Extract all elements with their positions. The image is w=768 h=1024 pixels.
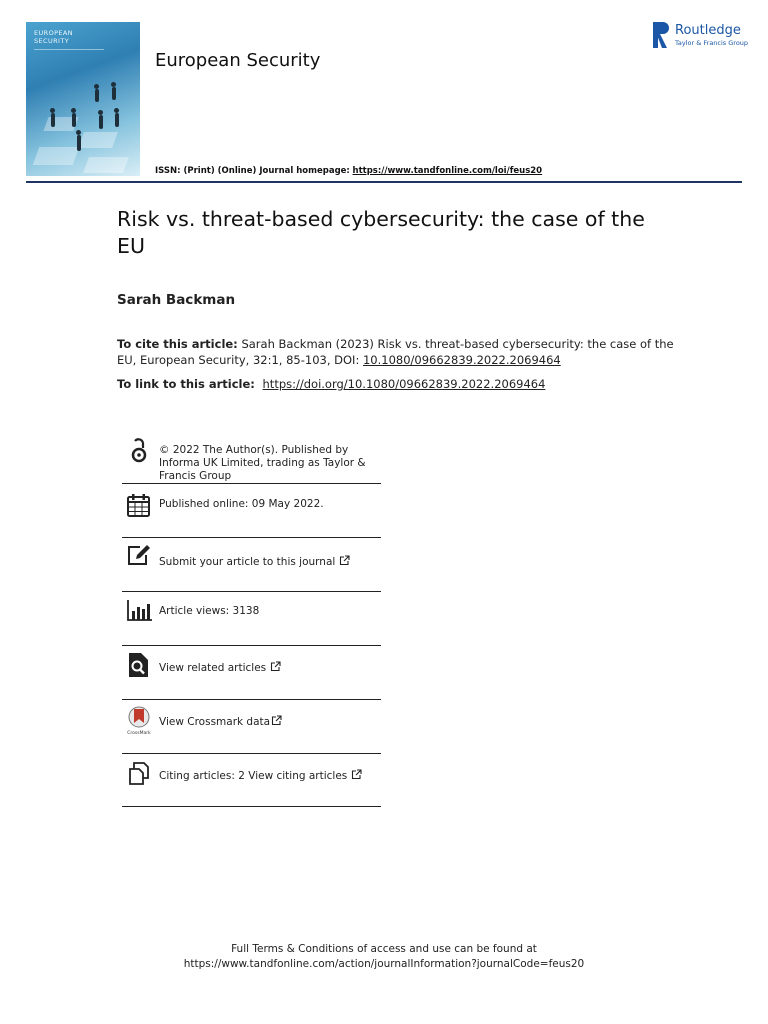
views-text: Article views: 3138 bbox=[159, 605, 260, 617]
crossmark-icon bbox=[126, 706, 152, 734]
link-label: To link to this article: bbox=[117, 377, 255, 391]
cover-subtitle-line bbox=[34, 49, 104, 57]
submit-text[interactable] bbox=[159, 555, 350, 569]
crossmark-row[interactable] bbox=[122, 700, 381, 754]
publisher-name: Routledge bbox=[675, 23, 741, 38]
article-link-line bbox=[117, 377, 545, 391]
related-text[interactable] bbox=[159, 661, 281, 675]
related-row[interactable] bbox=[122, 646, 381, 700]
article-info-list bbox=[122, 437, 381, 807]
journal-name: European Security bbox=[155, 50, 321, 71]
related-label: View related articles bbox=[159, 662, 267, 674]
external-link-icon bbox=[271, 715, 282, 726]
routledge-r-icon bbox=[653, 22, 669, 48]
journal-cover-image bbox=[26, 22, 140, 176]
citing-row[interactable] bbox=[122, 754, 381, 807]
open-access-text: © 2022 The Author(s). Published by Informa UK Limited, trading as Taylor & Francis Group bbox=[159, 444, 366, 482]
crossmark-text[interactable] bbox=[159, 715, 282, 729]
cite-label: To cite this article: bbox=[117, 337, 238, 351]
bar-chart-icon bbox=[126, 598, 152, 624]
publisher-subtitle: Taylor & Francis Group bbox=[675, 39, 749, 47]
cite-doi-link[interactable]: 10.1080/09662839.2022.2069464 bbox=[362, 352, 561, 367]
external-link-icon bbox=[270, 661, 281, 672]
cover-title: EUROPEAN SECURITY bbox=[34, 29, 74, 45]
article-doi-link[interactable]: https://doi.org/10.1080/09662839.2022.2069464 bbox=[262, 377, 546, 391]
citing-icon bbox=[126, 761, 152, 787]
citing-text[interactable] bbox=[159, 769, 362, 783]
article-author: Sarah Backman bbox=[117, 292, 236, 308]
submit-label: Submit your article to this journal bbox=[159, 556, 336, 568]
submit-row[interactable] bbox=[122, 538, 381, 592]
published-row bbox=[122, 484, 381, 538]
citation-block bbox=[117, 337, 677, 368]
article-title: Risk vs. threat-based cybersecurity: the case of the EU bbox=[117, 207, 645, 258]
edit-icon bbox=[126, 543, 152, 569]
open-access-icon bbox=[126, 438, 152, 464]
journal-homepage-link[interactable]: https://www.tandfonline.com/loi/feus20 bbox=[352, 166, 543, 176]
crossmark-label: View Crossmark data bbox=[159, 716, 271, 728]
views-row bbox=[122, 592, 381, 646]
published-text: Published online: 09 May 2022. bbox=[159, 498, 324, 510]
terms-line: Full Terms & Conditions of access and use can be found at bbox=[231, 943, 537, 955]
open-access-row bbox=[122, 437, 381, 484]
terms-footer bbox=[0, 942, 768, 972]
header-divider bbox=[26, 181, 742, 183]
terms-link[interactable]: https://www.tandfonline.com/action/journalInformation?journalCode=feus20 bbox=[183, 958, 585, 970]
cite-text: Sarah Backman (2023) Risk vs. threat-based cybersecurity: the case of the EU, European Security, 32:1, 85-103, DOI: bbox=[117, 337, 674, 367]
issn-line bbox=[155, 166, 542, 176]
citing-label: Citing articles: 2 View citing articles bbox=[159, 770, 348, 782]
search-document-icon bbox=[126, 652, 152, 678]
external-link-icon bbox=[351, 769, 362, 780]
external-link-icon bbox=[339, 555, 350, 566]
crossmark-icon-text: CrossMark bbox=[127, 731, 151, 736]
calendar-icon bbox=[126, 492, 152, 518]
issn-label: ISSN: (Print) (Online) Journal homepage: bbox=[155, 166, 350, 176]
